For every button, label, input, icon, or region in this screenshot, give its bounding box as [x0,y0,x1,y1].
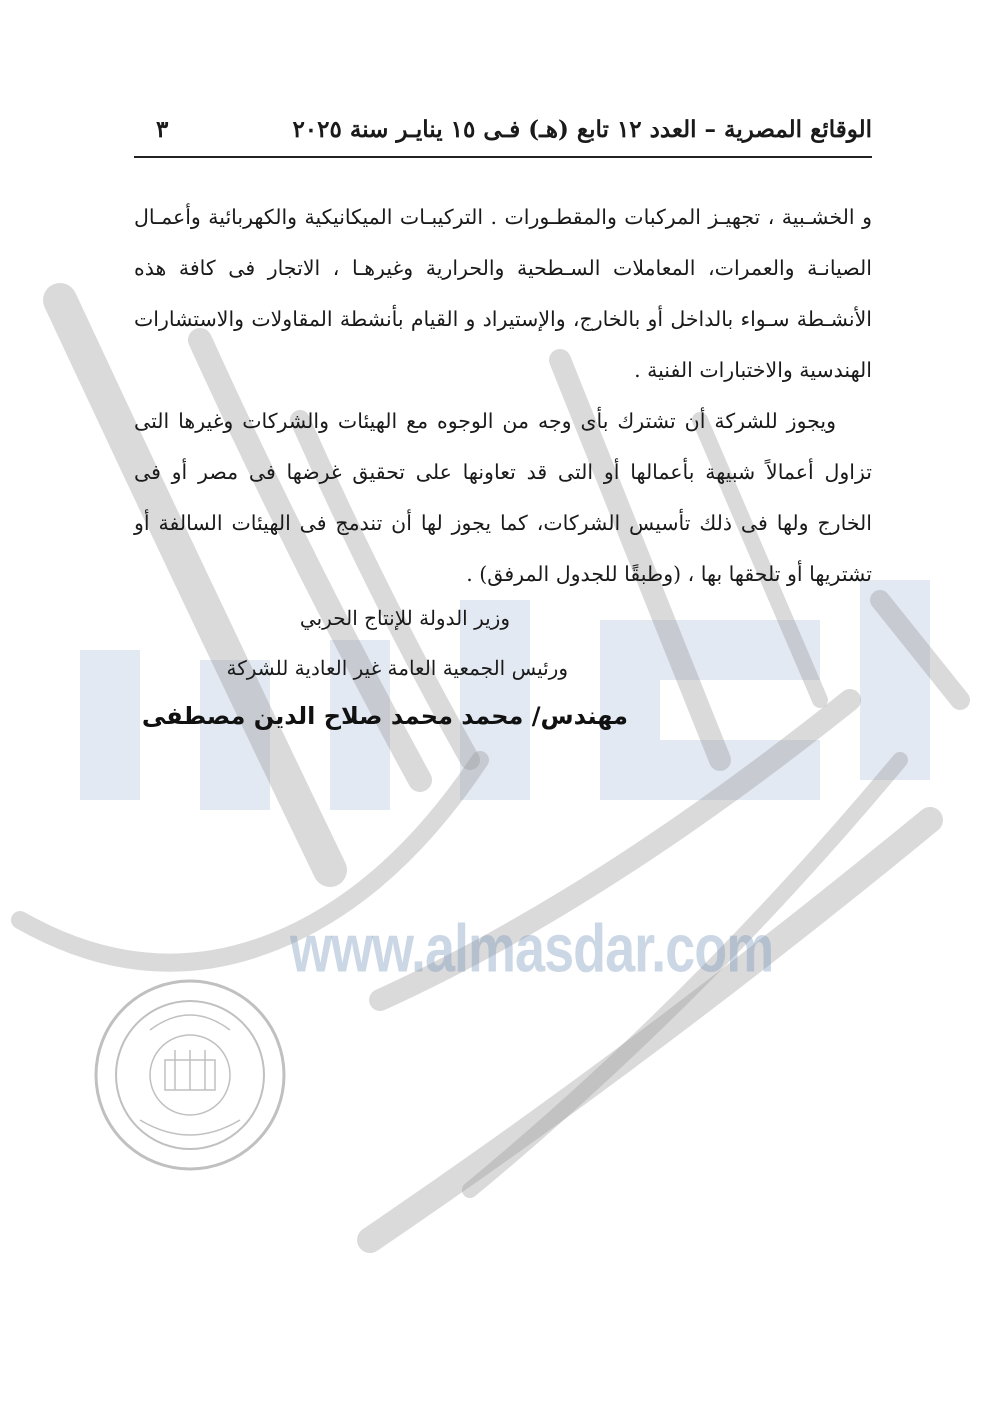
signature-title: وزير الدولة للإنتاج الحربي [299,606,510,630]
page-header [134,112,872,152]
paragraph-activities: و الخشـبية ، تجهيـز المركبات والمقطـورات . التركيبـات الميكانيكية والكهربائية وأعمـال الصيانـة والعمرات، المعاملات السـطحية والحرارية وغيرهـا ، الاتجار فى كافة هذه الأنشـطة سـواء بالداخل أو بالخارج، والإستيراد و القيام بأنشطة المقاولات والاستشارات الهندسية والاختبارات الفنية . [134,205,872,382]
header-title: الوقائع المصرية – العدد ١٢ تابع (هـ) فـى ١٥ ينايـر سنة ٢٠٢٥ [292,116,872,143]
page-number: ٣ [156,116,169,143]
paragraph-participation: ويجوز للشركة أن تشترك بأى وجه من الوجوه مع الهيئات والشركات وغيرها التى تزاول أعمالاً شبيهة بأعمالها أو التى قد تعاونها على تحقيق غرضها فى مصر أو فى الخارج ولها فى ذلك تأسيس الشركات، كما يجوز لها أن تندمج فى الهيئات السالفة أو تشتريها أو تلحقها بها ، (وطبقًا للجدول المرفق) . [134,409,872,586]
header-divider [134,156,872,158]
watermark-block [80,650,140,800]
signature-role: ورئيس الجمعية العامة غير العادية للشركة [226,656,568,680]
stamp-seal [96,981,284,1169]
watermark-url: www.almasdar.com [290,911,774,987]
document-body [134,192,872,600]
signature-name: مهندس/ محمد محمد صلاح الدين مصطفى [141,702,628,730]
